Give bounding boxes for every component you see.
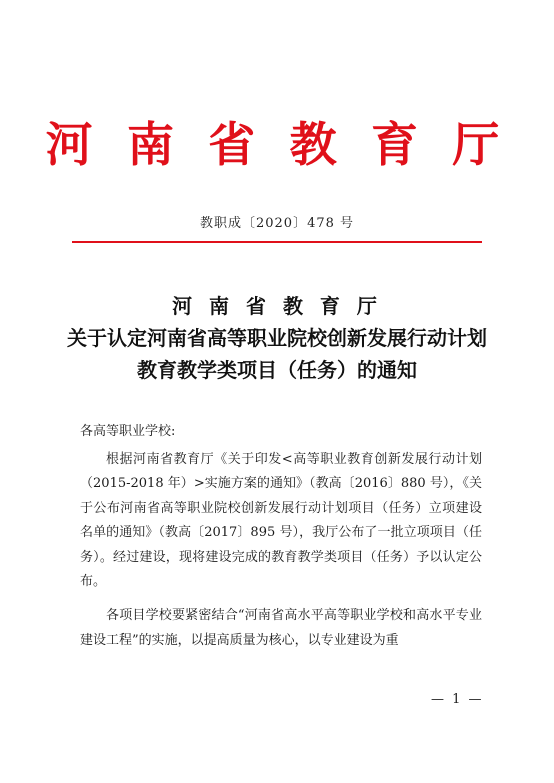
title-line-subject-cont: 教育教学类项目（任务）的通知 (137, 358, 417, 382)
salutation: 各高等职业学校: (80, 424, 176, 439)
page-number: — 1 — (431, 692, 484, 707)
title-line-issuer: 河 南 省 教 育 厅 (172, 294, 382, 318)
document-number: 教职成〔2020〕478 号 (199, 216, 355, 231)
issuer-masthead: 河 南 省 教 育 厅 (45, 118, 509, 173)
red-divider-line (72, 241, 482, 243)
paragraph: 根据河南省教育厅《关于印发<高等职业教育创新发展行动计划（2015-2018 年）>实施方案的通知》（教高〔2016〕880 号），《关于公布河南省高等职业院校创新发展行动计划项目（任务）立项建设名单的通知》（教高〔2017〕895 号），我厅公布了一批立项项目（任务）。经过建设，现将建设完成的教育教学类项目（任务）予以认定公布。 (80, 452, 482, 590)
paragraph: 各项目学校要紧密结合“河南省高水平高等职业学校和高水平专业建设工程”的实施，以提高质量为核心，以专业建设为重 (80, 608, 482, 648)
body-text (80, 448, 482, 653)
document-title (40, 290, 514, 386)
title-line-subject: 关于认定河南省高等职业院校创新发展行动计划 (67, 326, 487, 350)
